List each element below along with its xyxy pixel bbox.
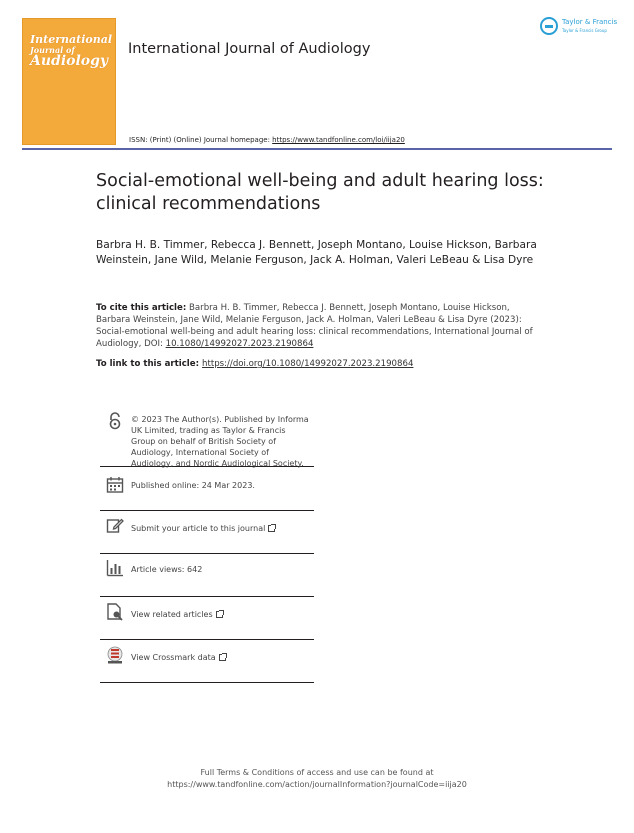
crossmark-icon xyxy=(106,646,124,664)
author-list: Barbra H. B. Timmer, Rebecca J. Bennett, Joseph Montano, Louise Hickson, Barbara Weinstein, Jane Wild, Melanie Ferguson, Jack A. Holman, Valeri LeBeau & Lisa Dyre xyxy=(96,239,537,266)
published-date: Published online: 24 Mar 2023. xyxy=(131,481,255,490)
crossmark-label: View Crossmark data xyxy=(131,653,216,662)
submit-article-link[interactable] xyxy=(131,523,275,534)
footer-terms-url[interactable]: https://www.tandfonline.com/action/journalInformation?journalCode=iija20 xyxy=(167,780,467,789)
external-link-icon xyxy=(268,525,275,532)
footer xyxy=(0,767,634,791)
bar-chart-icon xyxy=(106,559,124,577)
cover-title-line3: Audiology xyxy=(30,53,109,69)
related-articles-link[interactable] xyxy=(131,609,223,620)
cover-title-line2: Journal of xyxy=(30,45,75,55)
doi-link[interactable]: 10.1080/14992027.2023.2190864 xyxy=(165,339,314,349)
crossmark-row[interactable] xyxy=(100,640,314,683)
calendar-icon xyxy=(106,476,124,494)
taylor-francis-logo-icon xyxy=(540,17,558,35)
external-link-icon xyxy=(216,611,223,618)
license-text: © 2023 The Author(s). Published by Informa UK Limited, trading as Taylor & Francis Group on behalf of British Society of Audiology, International Society of Audiology, and Nordic Audiological Society. xyxy=(131,415,309,468)
issn-line xyxy=(129,136,405,144)
article-title: Social-emotional well-being and adult hearing loss: clinical recommendations xyxy=(96,171,544,214)
issn-text: ISSN: (Print) (Online) Journal homepage: xyxy=(129,136,273,144)
journal-homepage-link[interactable]: https://www.tandfonline.com/loi/iija20 xyxy=(272,136,405,144)
submit-label: Submit your article to this journal xyxy=(131,524,266,533)
license-row xyxy=(100,406,314,467)
document-search-icon xyxy=(106,603,124,621)
edit-icon xyxy=(106,516,124,534)
submit-row[interactable] xyxy=(100,511,314,554)
logo-name: Taylor & Francis xyxy=(562,18,618,26)
article-link-line xyxy=(96,358,546,370)
cite-label: To cite this article: xyxy=(96,303,187,313)
logo-tagline: Taylor & Francis Group xyxy=(562,28,607,33)
published-row xyxy=(100,467,314,511)
related-label: View related articles xyxy=(131,610,213,619)
cover-title xyxy=(30,34,112,67)
link-label: To link to this article: xyxy=(96,359,203,369)
cover-title-line1: International xyxy=(30,33,113,46)
crossmark-link[interactable] xyxy=(131,652,226,663)
open-access-icon xyxy=(106,412,124,430)
footer-terms: Full Terms & Conditions of access and use can be found at xyxy=(200,768,434,777)
related-row[interactable] xyxy=(100,597,314,640)
views-row xyxy=(100,554,314,597)
citation-block xyxy=(96,302,546,350)
cite-text: Barbra H. B. Timmer, Rebecca J. Bennett, Joseph Montano, Louise Hickson, Barbara Weinstein, Jane Wild, Melanie Ferguson, Jack A. Holman, Valeri LeBeau & Lisa Dyre (2023): Social-emotional well-being and adult hearing loss: clinical recommendations, International Journal of Audiology, DOI: xyxy=(96,303,533,349)
taylor-francis-logo xyxy=(540,17,620,39)
journal-title: International Journal of Audiology xyxy=(128,41,371,57)
journal-cover-image xyxy=(22,18,116,145)
article-doi-url[interactable]: https://doi.org/10.1080/14992027.2023.2190864 xyxy=(202,359,414,369)
external-link-icon xyxy=(219,654,226,661)
header-divider xyxy=(22,148,612,150)
article-views: Article views: 642 xyxy=(131,565,203,574)
